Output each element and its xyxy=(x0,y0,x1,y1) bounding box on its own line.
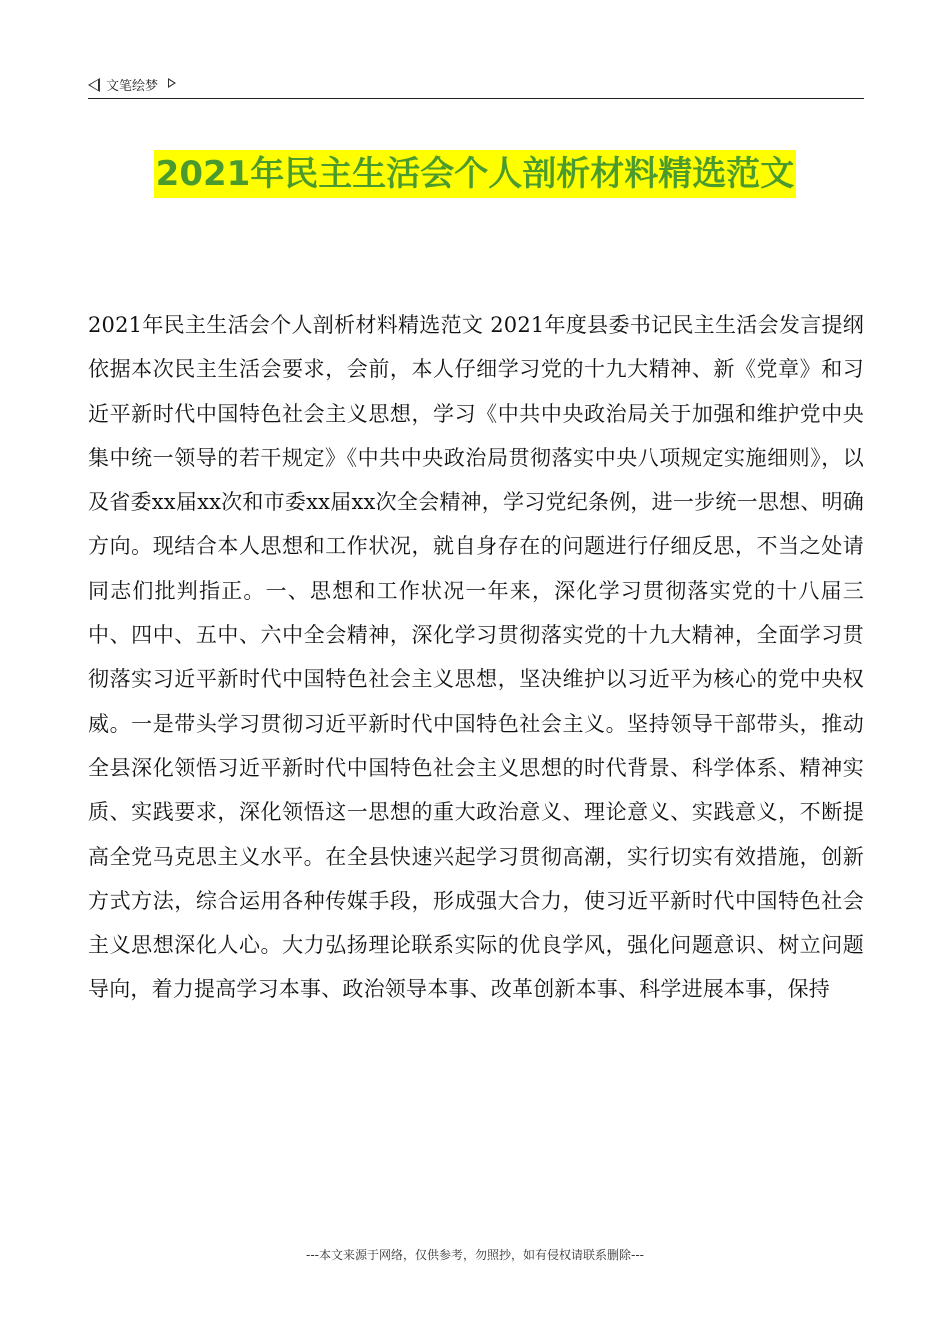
footer-disclaimer: ---本文来源于网络，仅供参考，勿照抄，如有侵权请联系删除--- xyxy=(306,1248,644,1262)
title-wrap xyxy=(0,150,950,198)
brand-label: 文笔绘梦 xyxy=(106,79,159,94)
triangle-left-icon xyxy=(88,78,100,92)
page-header xyxy=(88,72,864,99)
body-text: 2021年民主生活会个人剖析材料精选范文 2021年度县委书记民主生活会发言提纲依据本次民主生活会要求，会前，本人仔细学习党的十九大精神、新《党章》和习近平新时代中国特色社会主义思想，学习《中共中央政治局关于加强和维护党中央集中统一领导的若干规定》《中共中央政治局贯彻落实中央八项规定实施细则》，以及省委xx届xx次和市委xx届xx次全会精神，学习党纪条例，进一步统一思想、明确方向。现结合本人思想和工作状况，就自身存在的问题进行仔细反思，不当之处请同志们批判指正。一、思想和工作状况一年来，深化学习贯彻落实党的十八届三中、四中、五中、六中全会精神，深化学习贯彻落实党的十九大精神，全面学习贯彻落实习近平新时代中国特色社会主义思想，坚决维护以习近平为核心的党中央权威。一是带头学习贯彻习近平新时代中国特色社会主义。坚持领导干部带头，推动全县深化领悟习近平新时代中国特色社会主义思想的时代背景、科学体系、精神实质、实践要求，深化领悟这一思想的重大政治意义、理论意义、实践意义，不断提高全党马克思主义水平。在全县快速兴起学习贯彻高潮，实行切实有效措施，创新方式方法，综合运用各种传媒手段，形成强大合力，使习近平新时代中国特色社会主义思想深化人心。大力弘扬理论联系实际的优良学风，强化问题意识、树立问题导向，着力提高学习本事、政治领导本事、改革创新本事、科学进展本事，保持 xyxy=(88,313,864,1002)
brand xyxy=(88,75,176,94)
triangle-right-icon xyxy=(168,78,176,88)
document-title: 2021年民主生活会个人剖析材料精选范文 xyxy=(154,150,797,198)
